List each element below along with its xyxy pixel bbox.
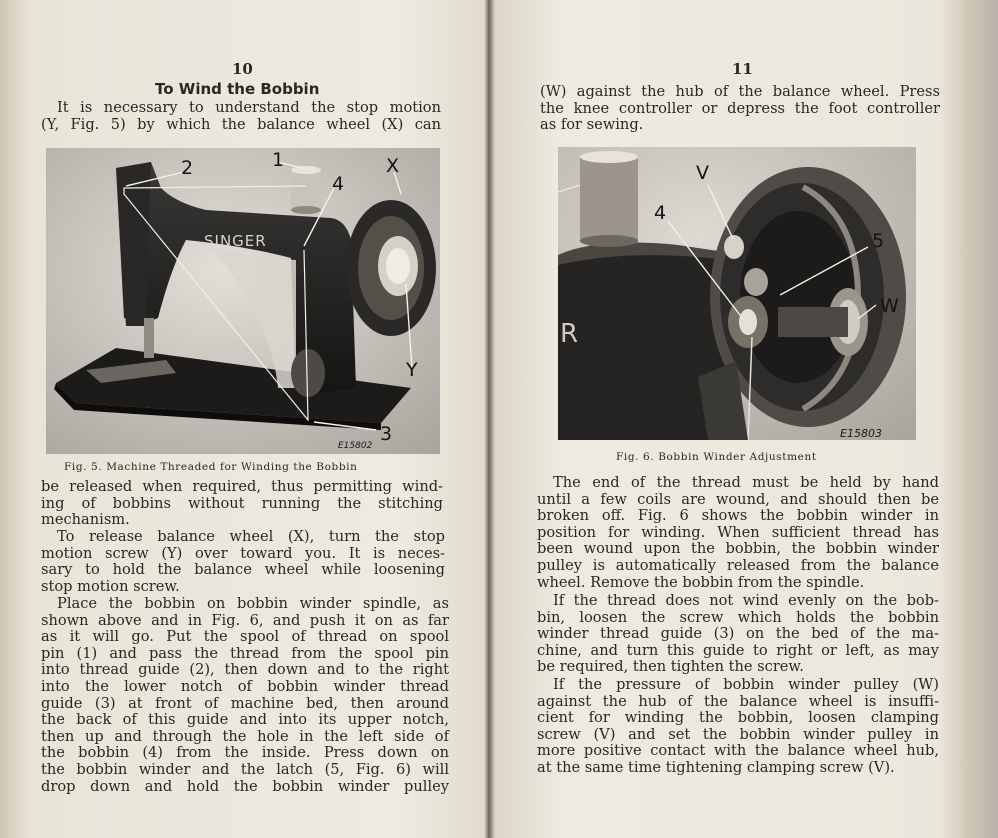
figure-6 [558, 147, 916, 440]
callout-v: V [696, 162, 709, 184]
page-number: 11 [732, 60, 753, 78]
callout-w: W [880, 295, 899, 317]
paragraph-pulley-pressure: If the pressure of bobbin winder pulley (W) against the hub of the balance wheel is insuffi- cient for winding the bobbin, loosen clamping screw (V) and set the bobbin winder pulley in more positive contact with the balance wheel hub, at the same time tightening clamping screw (V). [537, 676, 939, 776]
figure-5 [46, 148, 440, 454]
brand-label: SINGER [204, 232, 267, 250]
callout-4: 4 [332, 173, 345, 195]
paragraph-uneven-winding: If the thread does not wind evenly on the bob- bin, loosen the screw which holds the bobbin winder thread guide (3) on the bed of the ma- chine, and turn this guide to right or left, as may be required, then tighten the screw. [537, 592, 939, 676]
callout-1: 1 [272, 149, 285, 171]
page-number: 10 [232, 60, 253, 78]
callout-y: Y [406, 359, 418, 381]
section-heading: To Wind the Bobbin [155, 80, 320, 98]
intro-paragraph: It is necessary to understand the stop motion (Y, Fig. 5) by which the balance wheel (X) can [41, 99, 441, 133]
figure-caption: Fig. 6. Bobbin Winder Adjustment [616, 451, 817, 463]
right-page [492, 0, 972, 838]
paragraph-place-bobbin: Place the bobbin on bobbin winder spindle, as shown above and in Fig. 6, and push it on as far as it will go. Put the spool of thread on spool pin (1) and pass the thread from the spool pin into thread guide (2), then down and to the right into the lower notch of bobbin winder thread guide (3) at front of machine bed, then around the back of this guide and into its upper notch, then up and through the hole in the left side of the bobbin (4) from the inside. Press down on the bobbin winder and the latch (5, Fig. 6) will drop down and hold the bobbin winder pulley [41, 595, 449, 795]
callout-2: 2 [181, 157, 194, 179]
figure-code: E15802 [338, 441, 373, 451]
bobbin-winder-illustration [558, 147, 916, 440]
figure-caption: Fig. 5. Machine Threaded for Winding the Bobbin [64, 461, 358, 473]
paragraph-thread-end: The end of the thread must be held by hand until a few coils are wound, and should then be broken off. Fig. 6 shows the bobbin winder in position for winding. When sufficient thread has been wound upon the bobbin, the bobbin winder pulley is automatically released from the balance wheel. Remove the bobbin from the spindle. [537, 474, 939, 591]
paragraph-release-wheel: To release balance wheel (X), turn the stop motion screw (Y) over toward you. It is neces- sary to hold the balance wheel while loosening stop motion screw. [41, 528, 445, 595]
callout-4: 4 [654, 202, 667, 224]
intro-paragraph: (W) against the hub of the balance wheel. Press the knee controller or depress the foot controller as for sewing. [540, 83, 940, 134]
callout-x: X [386, 155, 400, 177]
brand-fragment: R [560, 319, 579, 349]
callout-5: 5 [872, 230, 885, 252]
callout-3: 3 [380, 423, 393, 445]
sewing-machine-illustration [46, 148, 440, 454]
paragraph-continued: be released when required, thus permitting wind- ing of bobbins without running the stitching mechanism. [41, 478, 443, 529]
figure-code: E15803 [840, 427, 882, 440]
left-page [0, 0, 486, 838]
